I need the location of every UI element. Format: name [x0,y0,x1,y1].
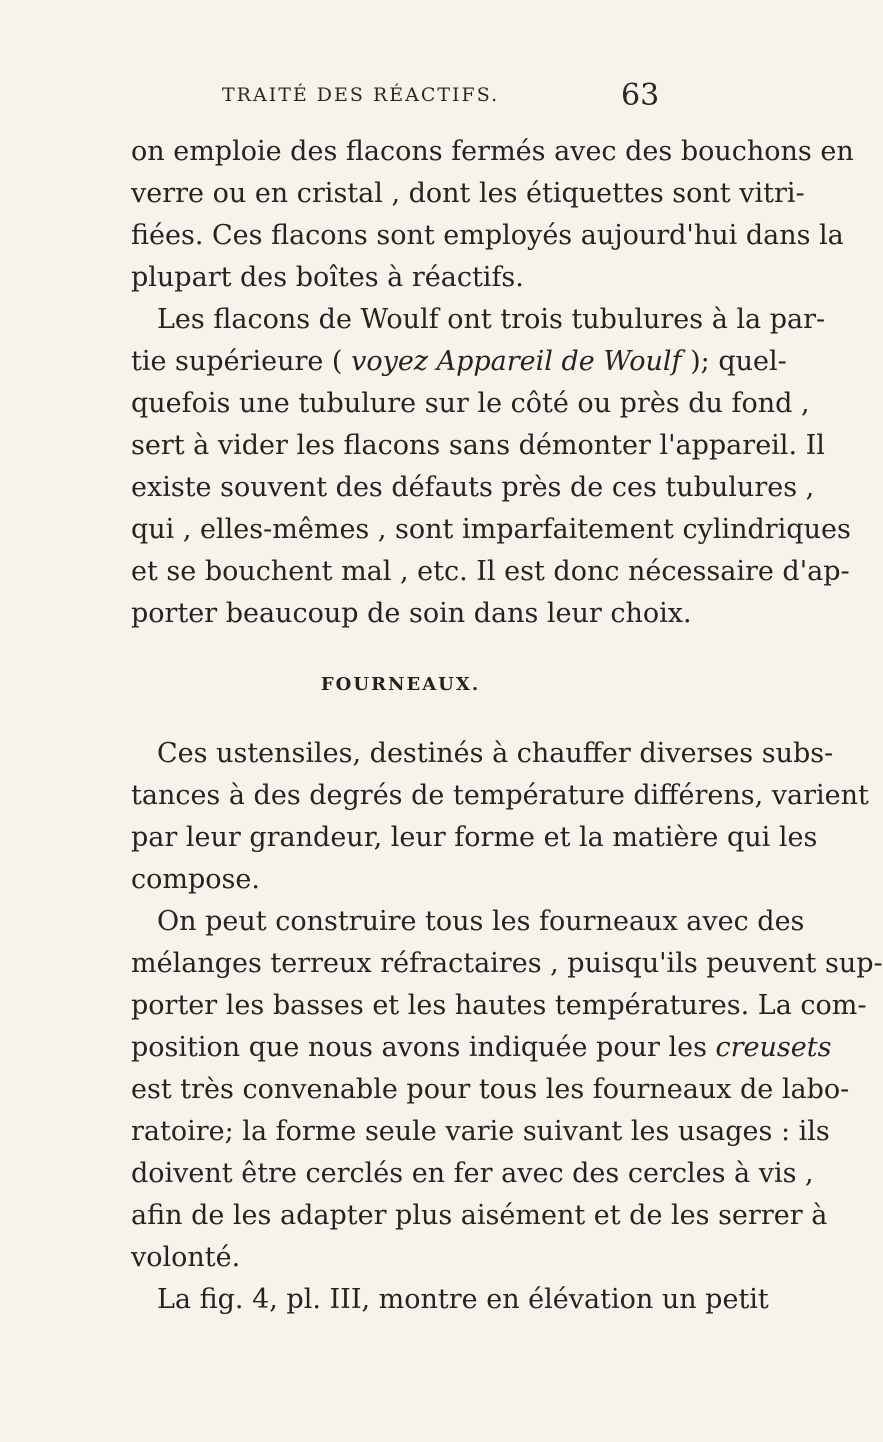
text-line: est très convenable pour tous les fourneaux de labo- [131,1074,850,1105]
text-line: compose. [131,864,260,895]
text-line: porter beaucoup de soin dans leur choix. [131,598,692,629]
text-line: existe souvent des défauts près de ces tubulures , [131,472,815,503]
text-line: porter les basses et les hautes températures. La com- [131,990,867,1021]
text-line: fiées. Ces flacons sont employés aujourd'hui dans la [131,220,844,251]
cross-reference: voyez Appareil de Woulf [351,346,682,377]
text-line-with-reference [131,342,787,382]
text-line-with-reference [131,1028,832,1068]
text-line: La fig. 4, pl. III, montre en élévation un petit [157,1284,769,1315]
cross-reference: creusets [715,1032,832,1063]
text-line: On peut construire tous les fourneaux avec des [157,906,805,937]
text-line: on emploie des flacons fermés avec des bouchons en [131,136,854,167]
text-line: et se bouchent mal , etc. Il est donc nécessaire d'ap- [131,556,850,587]
text-line: sert à vider les flacons sans démonter l'appareil. Il [131,430,825,461]
text-line: verre ou en cristal , dont les étiquettes sont vitri- [131,178,805,209]
text-line: Les flacons de Woulf ont trois tubulures à la par- [157,304,826,335]
text-line: Ces ustensiles, destinés à chauffer diverses subs- [157,738,834,769]
text-line: tances à des degrés de température différens, varient [131,780,869,811]
text-fragment: tie supérieure ( [131,346,352,377]
text-line: plupart des boîtes à réactifs. [131,262,524,293]
text-line: volonté. [131,1242,241,1273]
text-fragment: position que nous avons indiquée pour les [131,1032,716,1063]
text-line: mélanges terreux réfractaires , puisqu'ils peuvent sup- [131,948,883,979]
text-line: afin de les adapter plus aisément et de les serrer à [131,1200,828,1231]
section-heading: FOURNEAUX. [320,674,481,695]
running-title: TRAITÉ DES RÉACTIFS. [222,84,500,106]
text-fragment: ); quel- [681,346,787,377]
page-number: 63 [621,78,660,113]
text-line: par leur grandeur, leur forme et la matière qui les [131,822,818,853]
text-line: ratoire; la forme seule varie suivant les usages : ils [131,1116,830,1147]
running-header [0,78,801,118]
text-line: doivent être cerclés en fer avec des cercles à vis , [131,1158,814,1189]
text-line: quefois une tubulure sur le côté ou près du fond , [131,388,810,419]
text-line: qui , elles-mêmes , sont imparfaitement cylindriques [131,514,851,545]
